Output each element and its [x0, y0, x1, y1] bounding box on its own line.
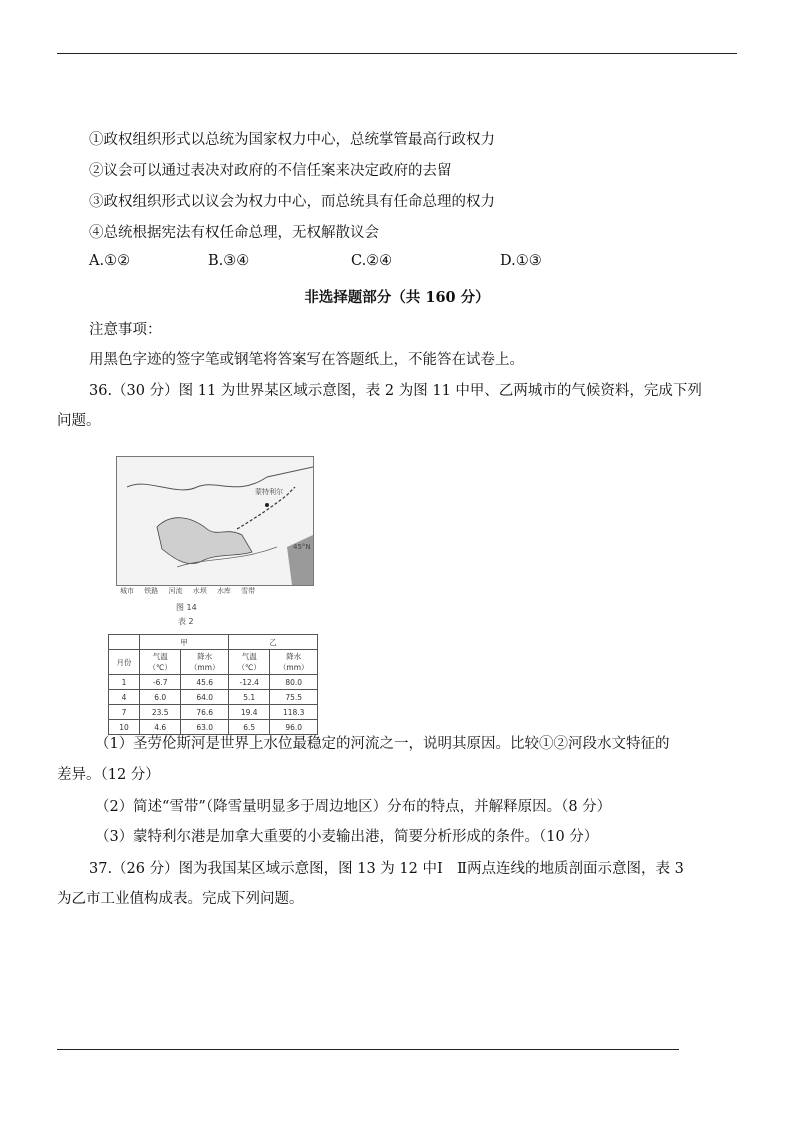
- table-cell: 80.0: [270, 675, 318, 690]
- table-group-row: [109, 635, 318, 650]
- q36-sub1-line2: 差异。（12 分）: [57, 767, 160, 783]
- notice-label: 注意事项：: [89, 322, 162, 338]
- table-cell: 4: [109, 690, 140, 705]
- table-cell: -12.4: [229, 675, 270, 690]
- q37-line1: 37.（26 分）图为我国某区域示意图，图 13 为 12 中Ⅰ Ⅱ两点连线的地质剖面示意图，表 3: [89, 861, 684, 877]
- option-1: ①政权组织形式以总统为国家权力中心，总统掌管最高行政权力: [89, 132, 495, 148]
- table-cell: 63.0: [181, 720, 229, 735]
- q36-line1: 36.（30 分）图 11 为世界某区域示意图，表 2 为图 11 中甲、乙两城市的气候资料，完成下列: [89, 383, 702, 399]
- choice-d: D.①③: [500, 253, 542, 269]
- table-cell: 64.0: [181, 690, 229, 705]
- table-cell: 75.5: [270, 690, 318, 705]
- table-cell: 1: [109, 675, 140, 690]
- region-map: [116, 456, 314, 586]
- legend-item: 水坝: [192, 587, 207, 595]
- table-cell: 23.5: [140, 705, 181, 720]
- legend-item: 城市: [120, 587, 134, 595]
- sub3-number: （3）: [95, 829, 134, 845]
- table-row: [109, 690, 318, 705]
- legend-item: 水库: [216, 587, 231, 595]
- map-label-lat: 45°N: [293, 543, 311, 551]
- sub1-number: （1）: [95, 736, 134, 752]
- table-header-cell: 降水（mm）: [181, 650, 229, 675]
- table-header-cell: 气温（℃）: [229, 650, 270, 675]
- table-row: [109, 675, 318, 690]
- q37-line2: 为乙市工业值构成表。完成下列问题。: [57, 891, 304, 907]
- option-2: ②议会可以通过表决对政府的不信任案来决定政府的去留: [89, 163, 452, 179]
- map-legend: [120, 586, 320, 596]
- option-3: ③政权组织形式以议会为权力中心，而总统具有任命总理的权力: [89, 194, 495, 210]
- figure-map-and-table: [86, 446, 318, 732]
- choice-a: A.①②: [89, 253, 131, 269]
- footer-rule: [57, 1049, 679, 1050]
- sub2-text: 简述“雪带”（降雪量明显多于周边地区）分布的特点，并解释原因。（8 分）: [133, 799, 612, 815]
- table-cell: 45.6: [181, 675, 229, 690]
- table-header-cell: 降水（mm）: [270, 650, 318, 675]
- table-cell: 118.3: [270, 705, 318, 720]
- table-cell: 6.0: [140, 690, 181, 705]
- table-cell: 10: [109, 720, 140, 735]
- map-label-city: 蒙特利尔: [255, 488, 283, 496]
- section-title: 非选择题部分（共 160 分）: [304, 289, 490, 306]
- legend-item: 雪带: [241, 587, 256, 595]
- table-group: 甲: [140, 635, 229, 650]
- legend-item: 河流: [168, 587, 183, 595]
- table-row: [109, 705, 318, 720]
- sub1-text: 圣劳伦斯河是世界上水位最稳定的河流之一，说明其原因。比较①②河段水文特征的: [133, 736, 670, 752]
- sub3-text: 蒙特利尔港是加拿大重要的小麦输出港，简要分析形成的条件。（10 分）: [133, 829, 599, 845]
- table-header-cell: 月份: [109, 650, 140, 675]
- q36-sub2: [95, 795, 611, 816]
- header-rule: [57, 53, 737, 54]
- table-cell: 4.6: [140, 720, 181, 735]
- table-group: 乙: [229, 635, 318, 650]
- q36-sub1-line1: [95, 732, 670, 753]
- legend-item: 铁路: [144, 587, 159, 595]
- table-cell: 76.6: [181, 705, 229, 720]
- table-cell: -6.7: [140, 675, 181, 690]
- table-header-row: [109, 650, 318, 675]
- option-4: ④总统根据宪法有权任命总理，无权解散议会: [89, 225, 379, 241]
- table-cell: 96.0: [270, 720, 318, 735]
- table-header-cell: 气温（℃）: [140, 650, 181, 675]
- q36-line2: 问题。: [57, 413, 101, 429]
- table-cell: 6.5: [229, 720, 270, 735]
- sub2-number: （2）: [95, 799, 134, 815]
- table-cell: 5.1: [229, 690, 270, 705]
- table-caption: 表 2: [178, 617, 194, 626]
- climate-table: [108, 634, 318, 735]
- notice-text: 用黑色字迹的签字笔或钢笔将答案写在答题纸上，不能答在试卷上。: [89, 352, 524, 368]
- map-drawing: [117, 457, 313, 585]
- q36-sub3: [95, 825, 598, 846]
- map-caption: 图 14: [176, 603, 197, 612]
- table-cell: 7: [109, 705, 140, 720]
- choice-c: C.②④: [351, 253, 393, 269]
- table-cell: 19.4: [229, 705, 270, 720]
- choice-b: B.③④: [208, 253, 250, 269]
